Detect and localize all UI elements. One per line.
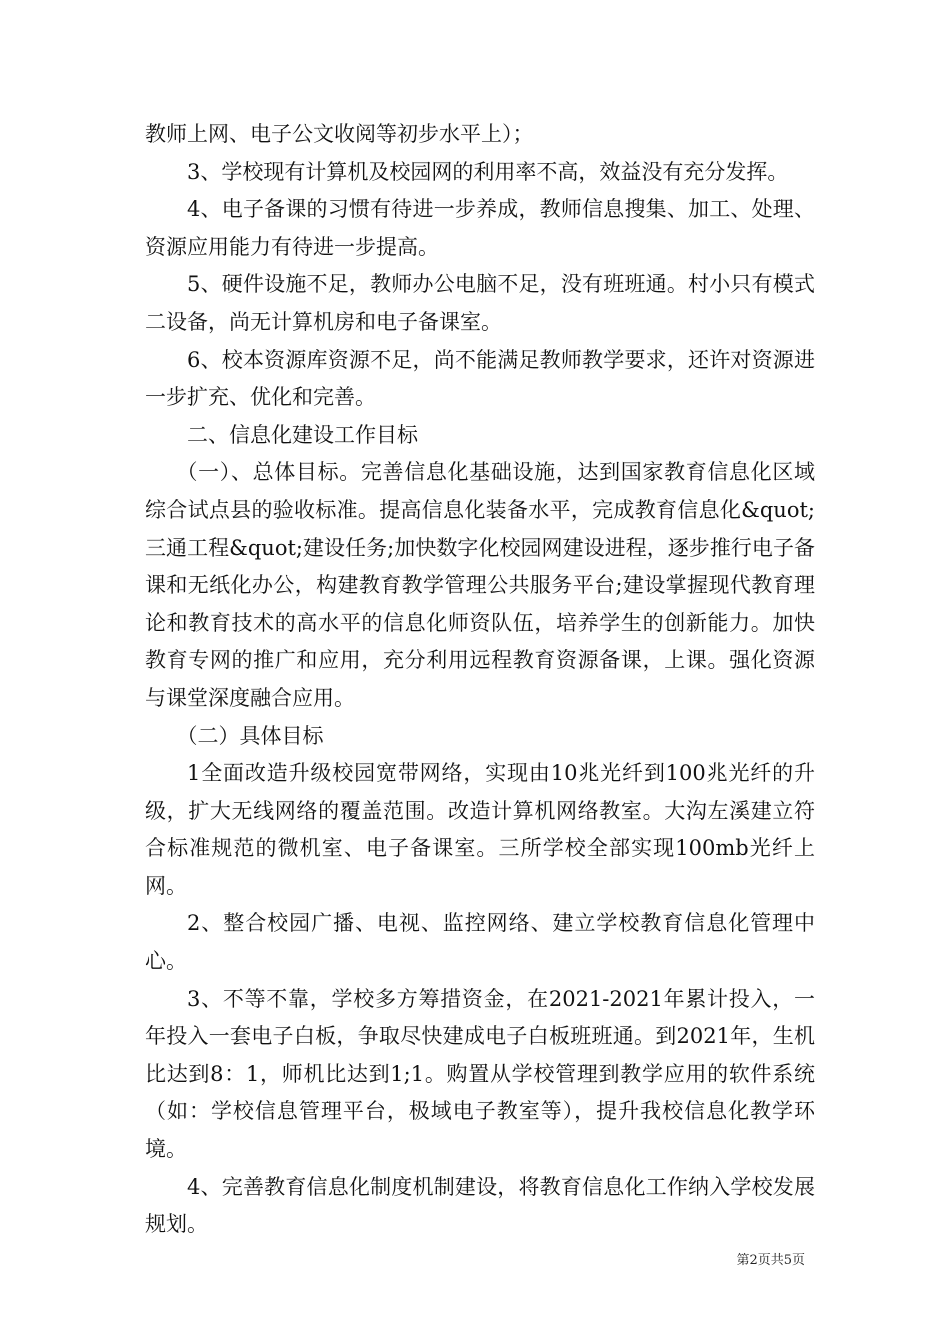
paragraph-overall-goal: （一）、总体目标。完善信息化基础设施，达到国家教育信息化区域综合试点县的验收标准。提高信息化装备水平，完成教育信息化&quot;三通工程&quot;建设任务;加快数字化校园网建设进程，逐步推行电子备课和无纸化办公，构建教育教学管理公共服务平台;建设掌握现代教育理论和教育技术的高水平的信息化师资队伍，培养学生的创新能力。加快教育专网的推广和应用，充分利用远程教育资源备课，上课。强化资源与课堂深度融合应用。 <box>145 460 815 710</box>
paragraph-goal-4: 4、完善教育信息化制度机制建设，将教育信息化工作纳入学校发展规划。 <box>145 1174 815 1237</box>
subsection-heading: （二）具体目标 <box>176 723 324 748</box>
paragraph-item-6: 6、校本资源库资源不足，尚不能满足教师教学要求，还许对资源进一步扩充、优化和完善。 <box>145 347 815 410</box>
paragraph-goal-3: 3、不等不靠，学校多方筹措资金，在2021-2021年累计投入，一年投入一套电子白板，争取尽快建成电子白板班班通。到2021年，生机比达到8：1，师机比达到1;1。购置从学校管理到教学应用的软件系统（如：学校信息管理平台，极域电子教室等），提升我校信息化教学环境。 <box>145 986 815 1162</box>
paragraph-goal-2: 2、整合校园广播、电视、监控网络、建立学校教育信息化管理中心。 <box>145 911 815 974</box>
page-number: 第2页共5页 <box>736 1253 805 1268</box>
section-heading: 二、信息化建设工作目标 <box>187 422 418 447</box>
paragraph-item-3: 3、学校现有计算机及校园网的利用率不高，效益没有充分发挥。 <box>187 159 789 184</box>
document-body <box>145 116 815 1244</box>
paragraph-item-5: 5、硬件设施不足，教师办公电脑不足，没有班班通。村小只有模式二设备，尚无计算机房和电子备课室。 <box>145 272 815 334</box>
paragraph-item-4: 4、电子备课的习惯有待进一步养成，教师信息搜集、加工、处理、资源应用能力有待进一步提高。 <box>145 197 815 259</box>
paragraph-goal-1: 1全面改造升级校园宽带网络，实现由10兆光纤到100兆光纤的升级，扩大无线网络的覆盖范围。改造计算机网络教室。大沟左溪建立符合标准规范的微机室、电子备课室。三所学校全部实现100mb光纤上网。 <box>145 761 815 898</box>
paragraph-continuation: 教师上网、电子公文收阅等初步水平上）； <box>145 122 534 146</box>
